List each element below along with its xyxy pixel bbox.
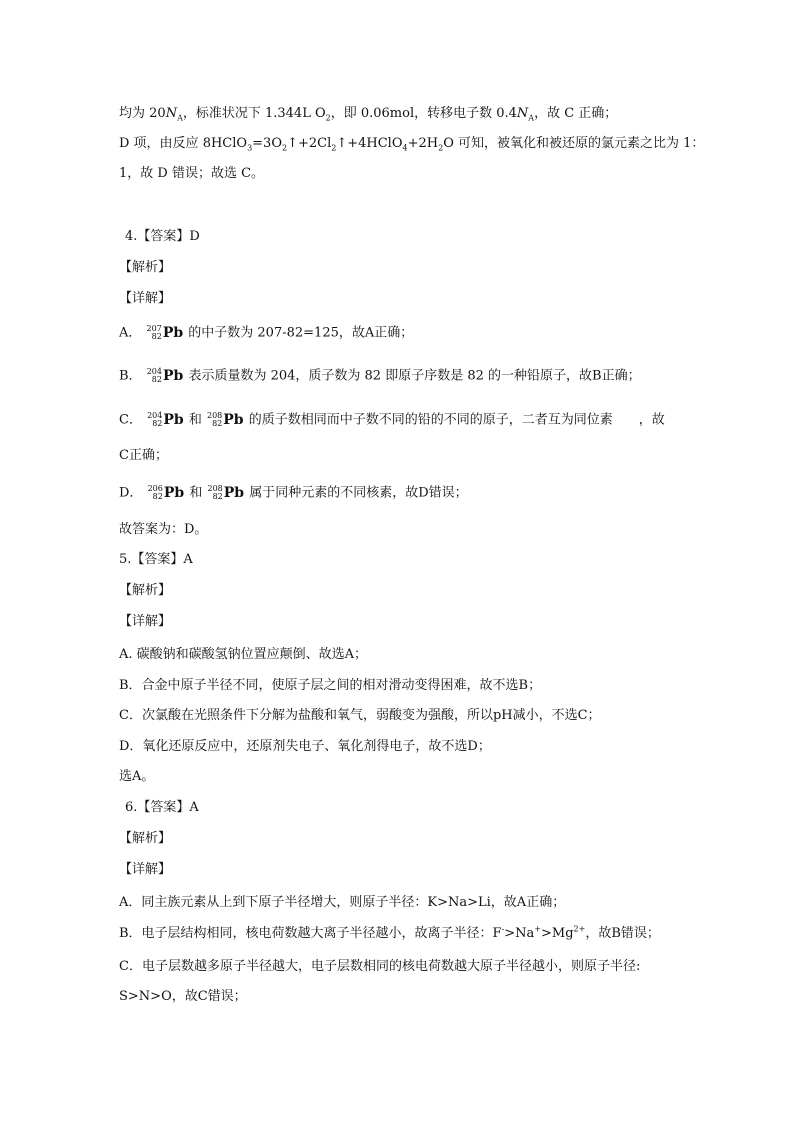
- element-symbol: Pb: [163, 412, 184, 428]
- text-run: ，标准状况下 1.344L O: [182, 106, 326, 121]
- text-run: 的质子数相同而中子数不同的铅的不同的原子，二者互为同位素 ，故: [248, 412, 665, 428]
- atomic-number: 82: [152, 419, 163, 428]
- text-line: 故答案为：D。: [119, 522, 208, 537]
- subscript: 2: [331, 143, 337, 153]
- subscript: 2: [281, 143, 288, 153]
- text-run: ，故B错误；: [585, 926, 660, 941]
- subscript: 2: [438, 143, 444, 153]
- text-run: N: [516, 106, 529, 121]
- text-line: S>N>O，故C错误；: [119, 989, 247, 1004]
- atomic-number: 82: [212, 419, 223, 428]
- text-run: ↑+2Cl: [287, 136, 332, 151]
- text-run: ，故 C 正确；: [534, 106, 618, 121]
- text-run: N: [165, 106, 178, 121]
- subscript: A: [528, 113, 535, 123]
- subscript: 4: [402, 143, 408, 153]
- subscript: A: [177, 113, 183, 123]
- text-line: A. 碳酸钠和碳酸氢钠位置应颠倒、故选A；: [119, 647, 368, 662]
- nuclide: [148, 484, 185, 502]
- superscript: +: [534, 924, 542, 934]
- text-run: O 可知，被氧化和被还原的氯元素之比为 1：: [443, 136, 705, 151]
- element-symbol: Pb: [223, 485, 245, 501]
- text-run: ↑+4HClO: [336, 136, 403, 151]
- text-line: [119, 135, 704, 153]
- atomic-number: 82: [212, 492, 223, 501]
- nuclide: [147, 411, 184, 429]
- nuclide: [207, 484, 244, 502]
- subscript: 2: [325, 113, 331, 123]
- text-line: C正确；: [119, 448, 168, 463]
- text-run: +2H: [407, 136, 439, 151]
- answer-heading: 5.【答案】A: [119, 552, 193, 567]
- option-line: [119, 484, 468, 503]
- option-label: D．: [119, 485, 143, 501]
- text-run: >Na: [504, 926, 535, 941]
- mass-number: 208: [207, 411, 223, 420]
- answer-heading: 4.【答案】D: [125, 229, 200, 244]
- text-line: C．电子层数越多原子半径越大，电子层数相同的核电荷数越大原子半径越小，则原子半径:: [119, 959, 641, 974]
- answer-heading: 6.【答案】A: [125, 800, 199, 815]
- mass-number: 204: [147, 411, 163, 420]
- atomic-number: 82: [151, 375, 162, 384]
- text-line: [119, 105, 617, 123]
- text-line: 1，故 D 错误；故选 C。: [119, 166, 265, 181]
- text-run: B．电子层结构相同，核电荷数越大离子半径越小，故离子半径：F: [119, 926, 502, 941]
- option-line: [119, 367, 641, 386]
- nuclide: [207, 411, 244, 429]
- text-run: 和: [189, 485, 203, 501]
- text-run: 表示质量数为 204，质子数为 82 即原子序数是 82 的一种铅原子，故B正确；: [188, 368, 641, 384]
- subscript: 3: [247, 143, 253, 153]
- option-line: [119, 411, 665, 430]
- option-label: C．: [119, 412, 142, 428]
- text-run: 的中子数为 207-82=125，故A正确；: [188, 325, 414, 341]
- text-run: ，即 0.06mol，转移电子数 0.4: [330, 106, 517, 121]
- text-run: 和: [188, 412, 202, 428]
- text-run: 均为 20: [119, 106, 166, 121]
- text-line: [119, 925, 660, 943]
- element-symbol: Pb: [162, 368, 184, 384]
- text-run: 属于同种元素的不同核素，故D错误；: [249, 485, 468, 501]
- superscript: -: [501, 924, 505, 934]
- element-symbol: Pb: [163, 485, 185, 501]
- detail-heading: 【详解】: [119, 614, 172, 629]
- analysis-heading: 【解析】: [119, 583, 172, 598]
- element-symbol: Pb: [223, 412, 244, 428]
- detail-heading: 【详解】: [119, 291, 172, 306]
- text-line: 选A。: [119, 769, 155, 784]
- option-label: B．: [119, 368, 142, 384]
- option-line: [119, 324, 413, 343]
- superscript: 2+: [573, 924, 586, 934]
- nuclide: [147, 367, 184, 385]
- text-run: >Mg: [541, 926, 574, 941]
- atomic-number: 82: [151, 332, 162, 341]
- analysis-heading: 【解析】: [119, 260, 172, 275]
- analysis-heading: 【解析】: [119, 831, 172, 846]
- mass-number: 204: [146, 367, 162, 376]
- element-symbol: Pb: [162, 325, 184, 341]
- option-label: A．: [119, 325, 142, 341]
- text-line: D．氧化还原反应中，还原剂失电子、氧化剂得电子，故不选D；: [119, 739, 491, 754]
- text-line: A．同主族元素从上到下原子半径增大，则原子半径：K>Na>Li，故A正确；: [119, 895, 566, 910]
- text-line: C．次氯酸在光照条件下分解为盐酸和氧气，弱酸变为强酸，所以pH减小，不选C；: [119, 708, 601, 723]
- atomic-number: 82: [152, 492, 163, 501]
- text-run: D 项，由反应 8HClO: [119, 136, 248, 151]
- detail-heading: 【详解】: [119, 862, 172, 877]
- text-run: =3O: [252, 136, 282, 151]
- nuclide: [147, 324, 184, 342]
- mass-number: 206: [147, 484, 163, 493]
- text-line: B．合金中原子半径不同，使原子层之间的相对滑动变得困难，故不选B；: [119, 678, 542, 693]
- mass-number: 207: [146, 324, 162, 333]
- mass-number: 208: [207, 484, 223, 493]
